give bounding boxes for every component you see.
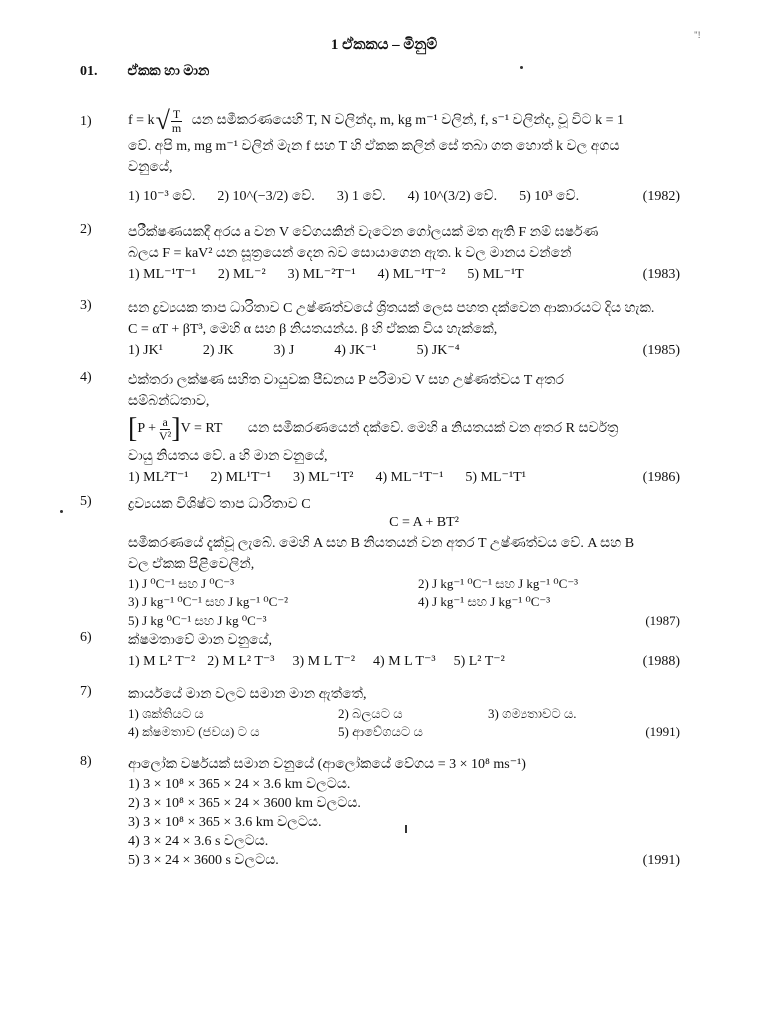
question-text: ද්‍රව්‍යයක විශිෂ්ට තාප ධාරිතාව C — [128, 497, 311, 512]
question-body — [128, 370, 680, 488]
question-number: 4) — [80, 370, 92, 385]
option-4[interactable]: 4) M L T⁻³ — [373, 654, 436, 669]
option-2[interactable]: 2) JK — [202, 343, 234, 358]
option-5[interactable]: 5) ආවේගයට ය — [338, 724, 423, 739]
left-bracket: [ — [128, 413, 138, 444]
gas-equation — [128, 412, 222, 446]
option-5[interactable]: 5) L² T⁻² — [453, 654, 505, 669]
equation-term: P + — [137, 421, 156, 436]
option-5[interactable]: 5) 3 × 24 × 3600 s වලටය. — [128, 853, 279, 868]
question-body — [128, 754, 680, 870]
corner-mark: "! — [694, 30, 701, 40]
exam-year: (1991) — [645, 724, 680, 739]
question-body — [128, 684, 680, 741]
question-text: සමීකරණයේ දැක්වූ ලැබේ. මෙහි A සහ B නියතයන් වන අතර T උෂ්ණත්වය වේ. A සහ B — [128, 536, 635, 551]
question-text: වායු නියතය වේ. a හි මාන වනුයේ, — [128, 449, 328, 464]
question-text: බලය F = kaV² යන සූත්‍රයෙන් දෙන බව සොයාගෙන ඇත. k වල මානය වන්නේ — [128, 246, 572, 261]
answer-options — [128, 775, 680, 870]
answer-options — [128, 340, 680, 361]
question-number: 8) — [80, 754, 92, 769]
question-text: පරීක්ෂණයකදී අරය a වන V වේගයකින් වැටෙන ගෝලයක් මත ඇති F නම් ඝර්ෂණ — [128, 225, 599, 240]
option-4[interactable]: 4) J kg⁻¹ සහ J kg⁻¹ ⁰C⁻³ — [418, 594, 551, 609]
option-3[interactable]: 3) ML⁻¹T² — [293, 470, 354, 485]
answer-options — [128, 186, 680, 207]
answer-options — [128, 264, 680, 285]
question-text: ආලෝක වර්ෂයක් සමාන වනුයේ (ආලෝකයේ වේගය = 3 × 10⁸ ms⁻¹) — [128, 757, 526, 772]
scan-speck — [60, 510, 63, 513]
option-1[interactable]: 1) 10⁻³ වේ. — [128, 189, 196, 204]
question-number: 5) — [80, 494, 92, 509]
question-body — [128, 222, 680, 285]
option-2[interactable]: 2) M L² T⁻³ — [207, 654, 275, 669]
question-text: යන සමීකරණයෙන් දක්වේ. මෙහි a නියතයක් වන අතර R සර්වත්‍ර — [247, 421, 619, 437]
scan-speck — [405, 825, 407, 833]
formula-fraction — [171, 108, 182, 135]
exam-year: (1988) — [642, 654, 680, 669]
option-3[interactable]: 3) J — [273, 343, 295, 358]
section-title: ඒකක හා මාන — [127, 64, 210, 79]
exam-year: (1987) — [645, 613, 680, 628]
question-7 — [80, 684, 680, 742]
option-4[interactable]: 4) 3 × 24 × 3.6 s වලටය. — [128, 834, 269, 849]
answer-options — [128, 651, 680, 672]
option-5[interactable]: 5) J kg ⁰C⁻¹ සහ J kg ⁰C⁻³ — [128, 613, 267, 628]
option-2[interactable]: 2) ML⁻² — [217, 267, 266, 282]
question-text: සම්බන්ධතාව, — [128, 394, 210, 409]
option-5[interactable]: 5) ML⁻¹T¹ — [465, 470, 526, 485]
sqrt-symbol: √ — [155, 106, 170, 135]
option-4[interactable]: 4) ක්ෂමතාව (ජවය) ට ය — [128, 724, 260, 739]
scan-speck — [520, 66, 523, 69]
option-3[interactable]: 3) J kg⁻¹ ⁰C⁻¹ සහ J kg⁻¹ ⁰C⁻² — [128, 594, 289, 609]
question-text: ක්ෂමතාවේ මාන වනුයේ, — [128, 633, 273, 648]
question-6 — [80, 630, 680, 676]
question-number: 1) — [80, 114, 92, 129]
option-1[interactable]: 1) ML⁻¹T⁻¹ — [128, 267, 196, 282]
formula-lhs: f = k — [128, 113, 155, 128]
question-body — [128, 630, 680, 672]
option-2[interactable]: 2) J kg⁻¹ ⁰C⁻¹ සහ J kg⁻¹ ⁰C⁻³ — [418, 576, 579, 591]
option-3[interactable]: 3) 1 වේ. — [336, 189, 386, 204]
question-text: C = αT + βT³, මෙහි α සහ β නියතයන්ය. β හි ඒකක විය හැක්කේ, — [128, 322, 498, 337]
question-number: 7) — [80, 684, 92, 699]
question-text: එක්තරා ලක්ෂණ සහිත වායුවක පීඩනය P පරිමාව V සහ උෂ්ණත්වය T අතර — [128, 373, 564, 388]
question-number: 2) — [80, 222, 92, 237]
question-body — [128, 106, 680, 207]
question-2 — [80, 222, 680, 288]
option-5[interactable]: 5) 10³ වේ. — [519, 189, 580, 204]
question-text: කාර්යයේ මාන වලට සමාන මාන ඇත්තේ, — [128, 687, 367, 702]
page-title: 1 ඒකකය – මිනුම් — [330, 37, 438, 53]
option-1[interactable]: 1) 3 × 10⁸ × 365 × 24 × 3.6 km වලටය. — [128, 777, 351, 792]
fraction-denominator: m — [171, 120, 182, 135]
question-number: 6) — [80, 630, 92, 645]
question-3 — [80, 298, 680, 364]
section-number: 01. — [80, 64, 98, 79]
option-5[interactable]: 5) JK⁻⁴ — [416, 343, 460, 358]
option-3[interactable]: 3) 3 × 10⁸ × 365 × 3.6 km වලටය. — [128, 815, 322, 830]
question-4 — [80, 370, 680, 485]
question-8 — [80, 754, 680, 870]
fraction-numerator: T — [172, 106, 181, 121]
fraction-denominator: V² — [159, 428, 172, 443]
question-text: වේ. අපි m, mg m⁻¹ වලින් මැන f සහ T හි ඒකක කලින් සේ තබා ගත හොත් k වල අගය — [128, 139, 620, 154]
option-2[interactable]: 2) 3 × 10⁸ × 365 × 24 × 3600 km වලටය. — [128, 796, 361, 811]
exam-year: (1983) — [642, 267, 680, 282]
option-2[interactable]: 2) බලයට ය — [338, 706, 403, 721]
option-4[interactable]: 4) ML⁻¹T⁻² — [377, 267, 446, 282]
option-1[interactable]: 1) ML²T⁻¹ — [128, 470, 189, 485]
option-5[interactable]: 5) ML⁻¹T — [467, 267, 524, 282]
question-number: 3) — [80, 298, 92, 313]
question-text: වල ඒකක පිළිවෙලින්, — [128, 557, 255, 572]
heat-capacity-equation: C = A + BT² — [389, 515, 459, 530]
right-bracket: ] — [171, 413, 181, 444]
question-text: ඝන ද්‍රව්‍යයක තාප ධාරිතාව C උෂ්ණත්වයේ ශ්‍රිතයක් ලෙස පහත දක්වෙන ආකාරයට දිය හැක. — [128, 301, 655, 316]
answer-options — [128, 467, 680, 488]
equation-fraction — [159, 416, 171, 443]
question-text: වනුයේ, — [128, 160, 173, 175]
exam-year: (1991) — [642, 853, 680, 868]
question-body — [128, 494, 680, 632]
option-1[interactable]: 1) ශක්තියට ය — [128, 706, 204, 721]
option-4[interactable]: 4) 10^(3/2) වේ. — [407, 189, 498, 204]
option-1[interactable]: 1) JK¹ — [128, 343, 163, 358]
option-4[interactable]: 4) JK⁻¹ — [334, 343, 377, 358]
frequency-formula — [128, 106, 182, 136]
question-1 — [80, 106, 680, 202]
exam-year: (1985) — [642, 343, 680, 358]
question-5 — [80, 494, 680, 628]
equation-rhs: V = RT — [180, 421, 223, 436]
option-1[interactable]: 1) J ⁰C⁻¹ සහ J ⁰C⁻³ — [128, 576, 235, 591]
option-1[interactable]: 1) M L² T⁻² — [128, 654, 196, 669]
option-3[interactable]: 3) ගම්‍යතාවට ය. — [488, 706, 577, 721]
option-4[interactable]: 4) ML⁻¹T⁻¹ — [375, 470, 444, 485]
exam-year: (1982) — [642, 189, 680, 204]
section-heading — [80, 64, 209, 80]
fraction-numerator: a — [162, 414, 168, 429]
option-2[interactable]: 2) 10^(−3/2) වේ. — [217, 189, 315, 204]
answer-options — [128, 575, 680, 611]
answer-options — [128, 705, 680, 741]
question-text: යන සමීකරණයෙහි T, N වලින්ද, m, kg m⁻¹ වලින්, f, s⁻¹ වලින්ද, වූ විට k = 1 — [191, 113, 624, 129]
option-3[interactable]: 3) ML⁻²T⁻¹ — [287, 267, 356, 282]
option-3[interactable]: 3) M L T⁻² — [292, 654, 356, 669]
question-body — [128, 298, 680, 361]
exam-year: (1986) — [642, 470, 680, 485]
option-2[interactable]: 2) ML¹T⁻¹ — [210, 470, 271, 485]
